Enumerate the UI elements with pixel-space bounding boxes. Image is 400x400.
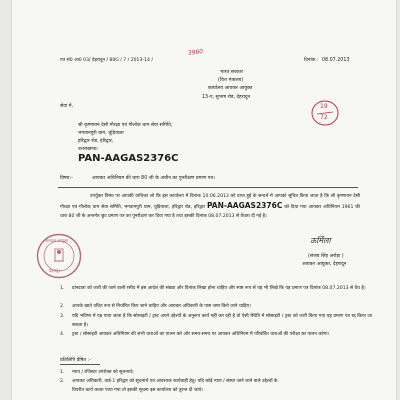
- subject-divider: [58, 187, 358, 188]
- handwritten-reference: 3960: [187, 47, 204, 58]
- signatory-title: आयकर आयुक्त, देहरादून: [302, 262, 347, 267]
- office-line-2: 13-ए, सुभाष रोड, देहरादून: [202, 95, 251, 100]
- condition-text: दानदाता को जारी की जाने वाली रसीद में इस आदेश की संख्या और दिनांक लिखा होना चाहिए और स्पष्ट रूप से यह भी लिखें कि यह प्रमाण पत्र दिनांक 08.07.2013 से वैध है।: [72, 286, 366, 291]
- condition-number: 1.: [60, 286, 65, 291]
- office-stamp: [36, 233, 82, 279]
- condition-number: 4.: [60, 332, 65, 337]
- pan-number: PAN-AAGAS2376C: [78, 153, 179, 164]
- office-line-1: कार्यालय आयकर आयुक्त: [208, 86, 253, 91]
- condition-text: ट्रस्ट / सोसाइटी आयकर अधिनियम की सभी धाराओं का पालन करे और समय-समय पर आयकर अधिनियम में परिवर्तित धाराओं की परीक्षा का पालन करेगा।: [72, 332, 330, 337]
- address-line-2: भगवानपुरी धाम, चूड़ियाला: [78, 131, 124, 136]
- body-paragraph: [60, 192, 360, 222]
- date-label: दिनांक :: [304, 58, 319, 63]
- fraction-bottom: 72: [320, 114, 328, 121]
- condition-number: 3.: [60, 314, 65, 319]
- date-value: 08.07.2013: [322, 58, 350, 63]
- condition-text: यदि भविष्य में यह पाया जाता है कि सोसाइटी / ट्रस्ट अपने उद्देश्यों के अनुरूप कार्य नहीं कर रही है तो ऐसी स्थिति में सोसाइटी / ट्रस्ट को जारी किया गया यह प्रमाण पत्र रद्द किया जा सकता है।: [72, 314, 372, 329]
- copy-to-item: [60, 368, 372, 377]
- condition-item: [60, 284, 372, 293]
- address-line-4: उत्तराखण्ड।: [78, 147, 98, 152]
- copy-to-text: विपरीत कार्य करता पाया गया तो इसकी सूचना इस कार्यालय को तुरन्त दी जाये।: [72, 388, 203, 393]
- govt-line-1: भारत सरकार: [220, 70, 243, 75]
- subject-text: आयकर अधिनियम की धारा 80 जी के अधीन का पुनरीक्षण प्रमाण पत्र।: [92, 176, 215, 181]
- body-pan-inline: PAN-AAGAS2376C: [206, 201, 283, 211]
- letter-page: [12, 0, 396, 400]
- copy-to-text: न्याय / रजिस्टर उपरोक्त को सूचनार्थ।: [72, 370, 134, 375]
- condition-item: [60, 312, 372, 330]
- seva-me: सेवा में,: [60, 104, 74, 109]
- copy-to-number: 1.: [60, 370, 65, 375]
- copy-to-underline: [60, 364, 100, 365]
- govt-line-2: (वित्त मंत्रालय): [218, 78, 244, 83]
- copy-to-text: आयकर अधिकारी, वार्ड-1 हरिद्वार को सूचनार्थ एवं आवश्यक कार्यवाही हेतु। यदि कोई न्याय / संस्था जाने जाने वाले उद्देश्यों के: [72, 379, 278, 384]
- copy-to-label: प्रतिलिपि प्रेषित :-: [60, 358, 92, 363]
- stamp-text-top: आयकर आयुक्त: [45, 238, 69, 243]
- condition-text: आपके खाते उचित रूप से निर्धारित किए जाने चाहिए और आयकर अधिकारी के पास जमा किये जाने चाहिए।: [72, 304, 251, 309]
- body-text-part-1: उपर्युक्त विषय पर आपकी याचिका जो कि इस कार्यालय में दिनांक 10.06.2013 को प्राप्त हुई के सन्दर्भ में आपको सूचित किया जाता है कि श्री कृष्णायन देसी गौरक्षा एवं गौलोक धाम सेवा समिति, भगवानपुरी धाम, चूड़ियाला, हरिद्वार रोड, हरिद्वार: [60, 194, 360, 211]
- address-line-1: श्री कृष्णायन देसी गौरक्षा एवं गौलोक धाम सेवा समिति,: [78, 123, 173, 128]
- signature-scribble: ऊर्मिला: [310, 236, 331, 245]
- copy-to-item: [60, 386, 372, 395]
- condition-item: [60, 330, 372, 339]
- fraction-top: 19: [320, 103, 328, 110]
- subject-label: विषय:-: [60, 176, 73, 181]
- reference-number: पत्र सं0 आ0 03/ देहरादून / 80G / 7 / 2013-14 /: [60, 58, 153, 63]
- signatory-name: (संजय सिंह अरोड़ा ): [308, 254, 344, 259]
- condition-number: 2.: [60, 304, 65, 309]
- copy-to-item: [60, 377, 372, 386]
- condition-item: [60, 302, 372, 311]
- handwritten-circle-note: [310, 98, 340, 128]
- body-text-part-2: को दिया गया आयकर अधिनियम 1961 की धारा 80 जी के अन्तर्गत छूट प्रमाण पत्र का पुनरीक्षण कर दिया गया है तथा इसकी दिनांक 08.07.2013 से वैधता दी गई है।: [60, 205, 360, 220]
- stamp-text-bottom: देहरादून: [49, 268, 61, 273]
- address-line-3: हरिद्वार रोड, हरिद्वार,: [78, 139, 114, 144]
- copy-to-number: 2.: [60, 379, 65, 384]
